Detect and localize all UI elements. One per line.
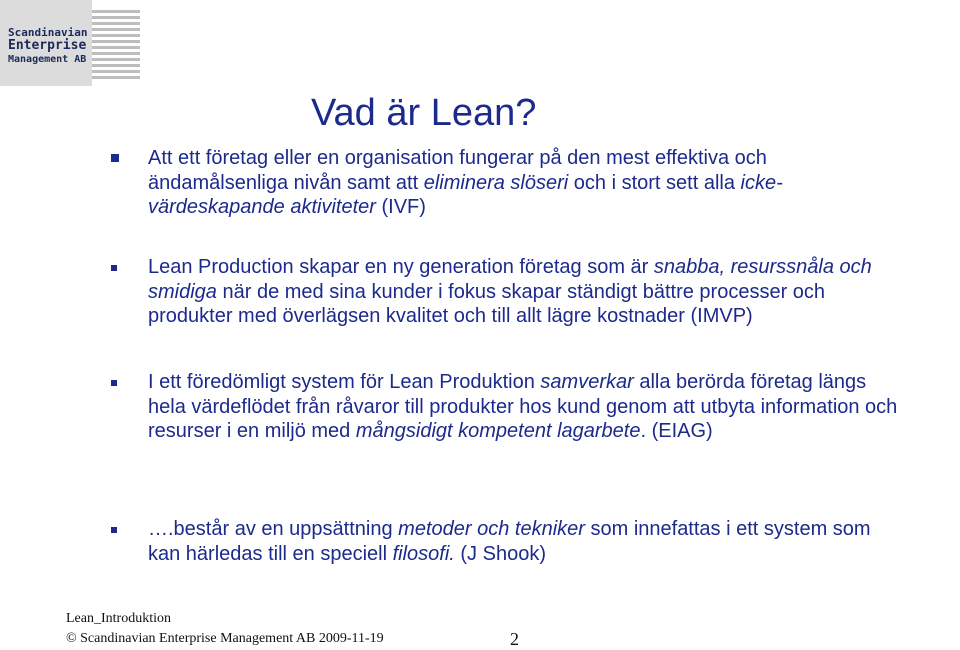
bullet-text-1 [148, 147, 783, 218]
slide-title: Vad är Lean? [311, 92, 537, 134]
logo-text-line1: Scandinavian [8, 26, 88, 39]
square-bullet-icon [111, 154, 119, 162]
logo-text-line3: Management AB [8, 54, 87, 65]
footer-filename: Lean_Introduktion [66, 611, 171, 626]
text-segment: när de med sina kunder i fokus skapar ständigt bättre processer och produkter med överlägsen kvalitet och till allt lägre kostnader (IMVP) [148, 280, 826, 327]
text-segment: (J Shook) [454, 542, 546, 565]
bullet-text-2 [148, 256, 872, 327]
text-segment: Att ett företag eller en organisation fungerar på den mest effektiva och ändamålsenliga nivån samt att [148, 147, 767, 194]
bullet-item-1 [148, 146, 908, 220]
company-logo [0, 0, 92, 86]
emphasized-text: mångsidigt kompetent lagarbete [355, 420, 641, 442]
page-number: 2 [510, 629, 519, 649]
text-segment: som innefattas i ett system som kan härledas till en speciell [148, 518, 871, 565]
text-segment: alla berörda företag längs hela värdeflödet från råvaror till produkter hos kund genom att utbyta information och resurser i en miljö med [148, 371, 898, 442]
text-segment: ….består av en uppsättning [148, 518, 399, 540]
text-segment: Lean Production skapar en ny generation företag som är [148, 256, 654, 278]
emphasized-text: metoder och tekniker [398, 518, 585, 540]
text-segment: (IVF) [375, 196, 426, 218]
text-segment: . (EIAG) [640, 420, 713, 442]
text-segment: och i stort sett alla [568, 171, 741, 194]
bullet-text-4 [148, 518, 871, 565]
emphasized-text: snabba, resurssnåla och smidiga [148, 256, 872, 303]
emphasized-text: eliminera slöseri [423, 171, 569, 194]
square-bullet-icon [111, 527, 117, 533]
footer-copyright: © Scandinavian Enterprise Management AB 2009-11-19 [66, 631, 384, 646]
emphasized-text: filosofi. [392, 542, 455, 565]
emphasized-text: samverkar [540, 371, 634, 393]
bullet-text-3 [148, 371, 897, 442]
text-segment: I ett föredömligt system för Lean Produktion [148, 371, 541, 393]
square-bullet-icon [111, 265, 117, 271]
square-bullet-icon [111, 380, 117, 386]
logo-stripes-decoration [92, 10, 140, 82]
bullet-item-2 [148, 255, 908, 329]
logo-text-line2: Enterprise [8, 38, 87, 53]
emphasized-text: icke-värdeskapande aktiviteter [148, 171, 783, 218]
bullet-item-4 [148, 517, 908, 566]
bullet-item-3 [148, 370, 908, 444]
